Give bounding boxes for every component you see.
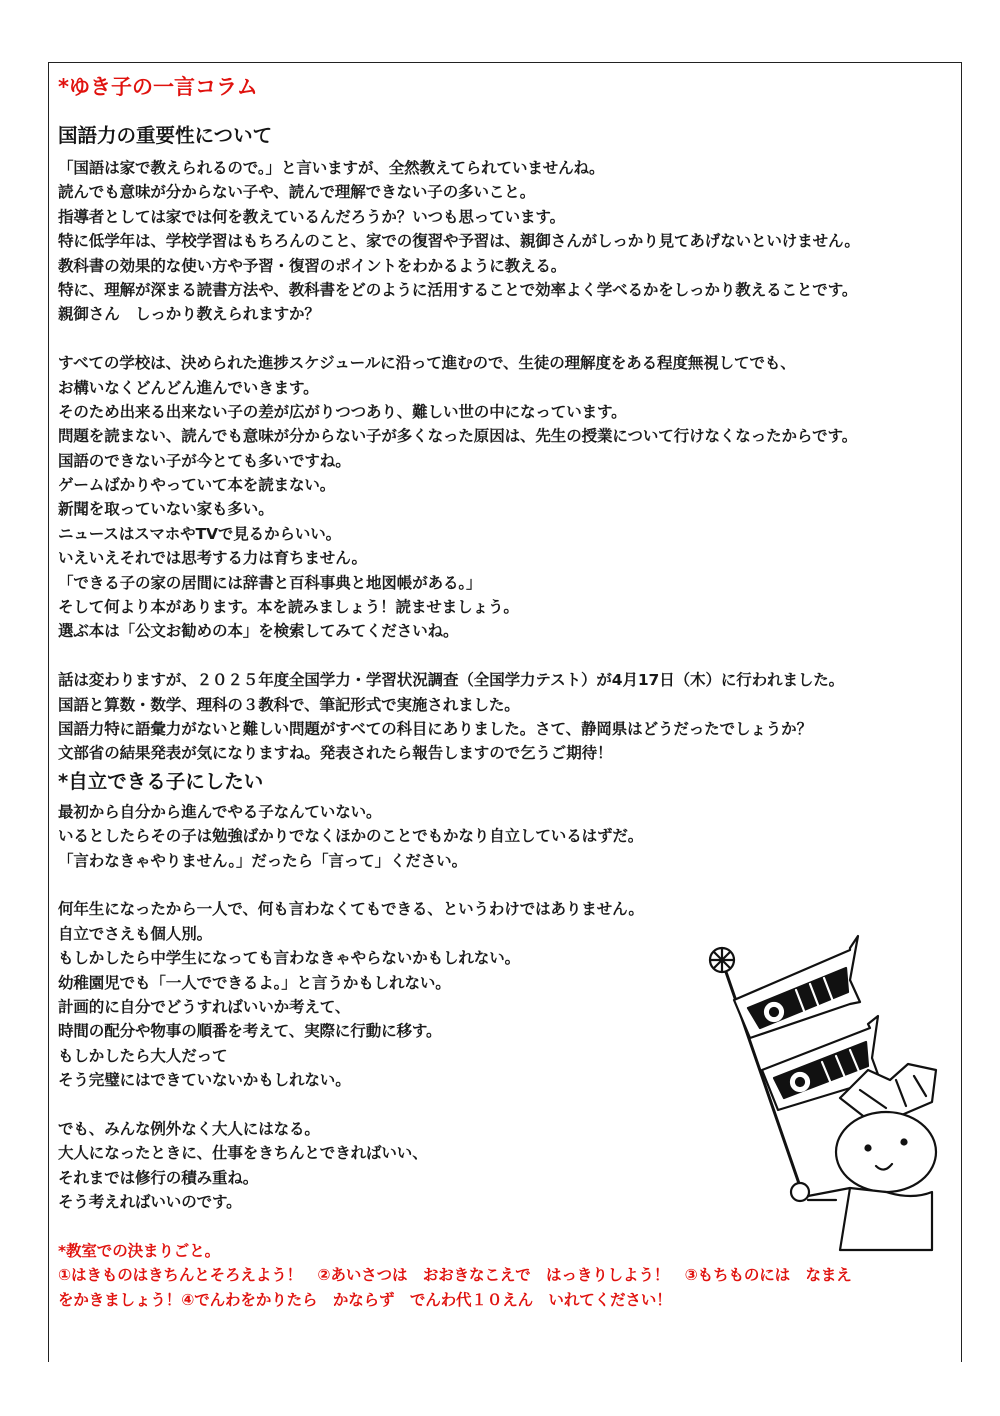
text-line: 「言わなきゃやりません。」だったら「言って」ください。 — [58, 851, 467, 870]
text-line: それまでは修行の積み重ね。 — [58, 1168, 259, 1187]
text-line: 選ぶ本は「公文お勧めの本」を検索してみてくださいね。 — [58, 622, 459, 641]
section-heading-kokugo: 国語力の重要性について — [58, 124, 273, 147]
text-line: 「できる子の家の居間には辞書と百科事典と地図帳がある。」 — [58, 573, 482, 592]
rules-line: ①はきものはきちんとそろえよう！ ②あいさつは おおきなこえで はっきりしよう！ ③もちものには なまえ — [58, 1266, 852, 1285]
text-line: 新聞を取っていない家も多い。 — [58, 500, 274, 519]
section-heading-jiritsu: *自立できる子にしたい — [58, 769, 264, 793]
text-line: 何年生になったから一人で、何も言わなくてもできる、というわけではありません。 — [58, 900, 644, 919]
text-line: そう完璧にはできていないかもしれない。 — [58, 1071, 351, 1090]
rules-line: をかきましょう！④でんわをかりたら かならず でんわ代１０えん いれてください！ — [58, 1290, 672, 1309]
text-line: ゲームばかりやっていて本を読まない。 — [58, 476, 336, 495]
text-line: 読んでも意味が分からない子や、読んで理解できない子の多いこと。 — [58, 183, 536, 202]
text-line: すべての学校は、決められた進捗スケジュールに沿って進むので、生徒の理解度をある程度無視してでも、 — [58, 354, 796, 373]
paragraph — [58, 156, 954, 327]
text-line: いるとしたらその子は勉強ばかりでなくほかのことでもかなり自立しているはずだ。 — [58, 827, 644, 846]
text-line: 親御さん しっかり教えられますか？ — [58, 305, 320, 324]
section-kokugo-body — [58, 156, 954, 766]
paragraph — [58, 351, 954, 644]
text-line: そのため出来る出来ない子の差が広がりつつあり、難しい世の中になっています。 — [58, 402, 627, 421]
text-line: 大人になったときに、仕事をきちんとできればいい、 — [58, 1144, 428, 1163]
text-line: 国語のできない子が今とても多いですね。 — [58, 451, 351, 470]
text-line: もしかしたら中学生になっても言わなきゃやらないかもしれない。 — [58, 949, 521, 968]
text-line: 時間の配分や物事の順番を考えて、実際に行動に移す。 — [58, 1022, 442, 1041]
text-line: 計画的に自分でどうすればいいか考えて、 — [58, 997, 351, 1016]
text-line: 教科書の効果的な使い方や予習・復習のポイントをわかるように教える。 — [58, 256, 567, 275]
text-line: でも、みんな例外なく大人にはなる。 — [58, 1119, 320, 1138]
text-line: もしかしたら大人だって — [58, 1046, 228, 1065]
text-line: いえいえそれでは思考する力は育ちません。 — [58, 549, 367, 568]
text-line: そう考えればいいのです。 — [58, 1193, 242, 1212]
paragraph-gap — [58, 873, 954, 897]
paragraph-gap — [58, 327, 954, 351]
column-title: *ゆき子の一言コラム — [58, 75, 258, 99]
text-line: 幼稚園児でも「一人でできるよ。」と言うかもしれない。 — [58, 973, 451, 992]
paragraph — [58, 668, 954, 766]
text-line: 特に、理解が深まる読書方法や、教科書をどのように活用することで効率よく学べるかをしっかり教えることです。 — [58, 280, 858, 299]
rules-body — [58, 1263, 954, 1312]
text-line: 問題を読まない、読んでも意味が分からない子が多くなった原因は、先生の授業について行けなくなったからです。 — [58, 427, 858, 446]
text-line: 自立でさえも個人別。 — [58, 924, 213, 943]
text-line: 国語と算数・数学、理科の３教科で、筆記形式で実施されました。 — [58, 695, 520, 714]
text-line: 最初から自分から進んでやる子なんていない。 — [58, 802, 382, 821]
text-line: お構いなくどんどん進んでいきます。 — [58, 378, 319, 397]
text-line: 特に低学年は、学校学習はもちろんのこと、家での復習や予習は、親御さんがしっかり見てあげないといけません。 — [58, 232, 860, 251]
paragraph — [58, 800, 954, 873]
text-line: 国語力特に語彙力がないと難しい問題がすべての科目にありました。さて、静岡県はどうだったでしょうか？ — [58, 719, 812, 738]
paragraph-gap — [58, 644, 954, 668]
text-line: 文部省の結果発表が気になりますね。発表されたら報告しますので乞うご期待！ — [58, 744, 613, 763]
rules-heading: *教室での決まりごと。 — [58, 1241, 221, 1260]
boy-with-koinobori-flag-icon — [700, 930, 960, 1260]
text-line: 話は変わりますが、２０２５年度全国学力・学習状況調査（全国学力テスト）が4月17日（木）に行われました。 — [58, 671, 845, 690]
text-line: 「国語は家で教えられるので。」と言いますが、全然教えてられていませんね。 — [58, 159, 605, 177]
text-line: ニュースはスマホやTVで見るからいい。 — [58, 524, 342, 543]
text-line: 指導者としては家では何を教えているんだろうか？いつも思っています。 — [58, 207, 565, 226]
text-line: そして何より本があります。本を読みましょう！読ませましょう。 — [58, 598, 519, 617]
